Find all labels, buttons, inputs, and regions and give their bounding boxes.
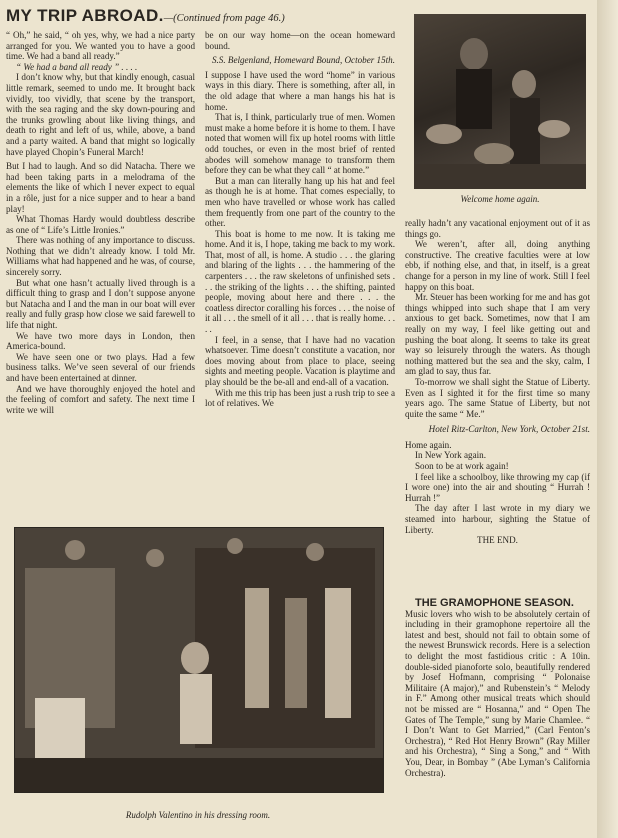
paragraph: We have seen one or two plays. Had a few business talks. We’ve seen several of our friends and have been entertained at dinner.: [6, 351, 195, 383]
paragraph: The day after I last wrote in my diary we steamed into harbour, sighting the Statue of Liberty.: [405, 503, 590, 535]
paragraph: That is, I think, particularly true of men. Women must make a home before it is home to them. I have noted that women will fix up hotel rooms with little odd touches, or even in the most brief of rented abodes will somehow manage to transform them before they can be what they call “ at home.”: [205, 112, 395, 176]
welcome-home-photo: [414, 14, 586, 189]
dressing-room-photo: [14, 527, 384, 793]
paragraph: I feel, in a sense, that I have had no vacation whatsoever. Time doesn’t constitute a vacation, nor does moving about from place to place, seeing sights and meeting people. Vacation is playtime and play should be the be-all and end-all of a vacation.: [205, 334, 395, 387]
the-end: THE END.: [477, 535, 518, 546]
paragraph: But a man can literally hang up his hat and feel as though he is at home. That comes especially, to men who have travelled or whose work has called them frequently from one part of the country to the other.: [205, 175, 395, 229]
text-column-3: [405, 218, 590, 546]
gramophone-section: [405, 598, 590, 778]
photo-caption-bottom: Rudolph Valentino in his dressing room.: [125, 810, 271, 820]
gramophone-heading: THE GRAMOPHONE SEASON.: [415, 597, 574, 609]
paragraph: I feel like a schoolboy, like throwing my cap (if I wore one) into the air and shouting “ Hurrah ! Hurrah !”: [405, 471, 590, 503]
paragraph: be on our way home—on the ocean homeward bound.: [205, 30, 395, 51]
paragraph: We weren’t, after all, doing anything constructive. The creative faculties were at low ebb, if nothing else, and that, in itself, is a great change for a person in my line of work. Still I feel happy on this boat.: [405, 239, 590, 292]
paragraph: To-morrow we shall sight the Statue of Liberty. Even as I sighted it for the first time so many years ago. The same Statue of Liberty, but not quite the same “ Me.”: [405, 376, 590, 419]
paragraph: “ Oh,” he said, “ oh yes, why, we had a nice party arranged for you. We wanted you to have a good time. We had a band all ready.”: [6, 30, 195, 62]
dateline: S.S. Belgenland, Homeward Bound, October 15th.: [211, 55, 395, 66]
article-title: MY TRIP ABROAD.: [6, 6, 164, 25]
paragraph: Soon to be at work again!: [415, 461, 509, 472]
text-column-1: [6, 30, 195, 415]
paragraph: There was nothing of any importance to discuss. Nothing that we didn’t already know. I told Mr. Williams what had happened and he was, of course, sincerely sorry.: [6, 235, 195, 278]
paragraph: really hadn’t any vacational enjoyment out of it as things go.: [405, 218, 590, 239]
paragraph: “ We had a band all ready ” . . . .: [16, 61, 138, 72]
paragraph: In New York again.: [415, 450, 486, 461]
photo-caption-top: Welcome home again.: [460, 194, 540, 204]
paragraph: I suppose I have used the word “home” in various ways in this diary. There is something, after all, in the old adage that where a man hangs his hat is home.: [205, 69, 395, 112]
paragraph: This boat is home to me now. It is taking me home. And it is, I hope, taking me back to my work. That, most of all, is home. A studio . . . the glaring and blaring of the lights . . . the hammering of the carpenters . . . the raw skeletons of unfinished sets . . . the striking of the lights . . . the shifting, painted people, moving about here and there . . . the coatless director coralling his forces . . . the noise of it all . . . the smell of it all . . . that is really home. . . . .: [205, 228, 395, 335]
paragraph: But what one hasn’t actually lived through is a difficult thing to grasp and I don’t suppose anyone but Natacha and I and the man in our boat will ever really and fully grasp how close we said farewell to life that night.: [6, 277, 195, 331]
article-header: [6, 6, 285, 26]
continued-note: —(Continued from page 46.): [163, 13, 285, 24]
paragraph: Home again.: [405, 439, 452, 450]
gramophone-body: Music lovers who wish to be absolutely certain of including in their gramophone repertoire all the latest and best, should not fail to obtain some of the newest Brunswick records. Here is a selection to delight the most fastidious critic : A 10in. double-sided pianoforte solo, beautifully rendered by Josef Hofmann, comprising “ Polonaise Militaire (A major),” and Rubenstein’s “ Melody in F.” Among other musical treats which should not be missed are “ Hosanna,” and “ Open The Gates of The Temple,” sung by Marie Chamlee. “ I Don’t Want to Get Married,” (Carl Fenton’s Orchestra), “ Red Hot Henry Brown” (Ray Miller and his Orchestra), “ Sing a Song,” and “ With You, Dear, in Bombay ” (Abe Lyman’s California Orchestra).: [405, 608, 590, 778]
paragraph: We have two more days in London, then America-bound.: [6, 330, 195, 352]
text-column-2: [205, 30, 395, 409]
paragraph: With me this trip has been just a rush trip to see a lot of relatives. We: [205, 387, 395, 409]
photo-crowd-illustration: [414, 14, 586, 189]
paragraph: I don’t know why, but that kindly enough, casual little remark, seemed to undo me. It brought back vividly, too vividly, that scene by the transport, with the sea raging and the sky down-pouring and the trunks growling about like living things, and death to right and left of us, while, above, a band and a party waited. A band that might so logically have played Chopin’s Funeral March!: [6, 72, 195, 157]
photo-dressing-room-illustration: [15, 528, 383, 792]
dateline: Hotel Ritz-Carlton, New York, October 21st.: [428, 424, 590, 435]
paragraph: But I had to laugh. And so did Natacha. There we had been taking parts in a melodrama of the elements the like of which I never expect to equal in a rôle, just for a nice supper and to hear a band play!: [6, 161, 195, 214]
paragraph: And we have thoroughly enjoyed the hotel and the feeling of comfort and safety. The next time I write we will: [6, 383, 195, 415]
paragraph: What Thomas Hardy would doubtless describe as one of “ Life’s Little Ironies.”: [6, 214, 195, 235]
paragraph: Mr. Steuer has been working for me and has got things whipped into such shape that I am very anxious to get back. Sometimes, now that I am really on my way, I feel like getting out and pushing the boat along. It seems to take its great way so leisurely through the waters. As though nothing mattered but the sea and the sky, calm, I am glad to say, thus far.: [405, 292, 590, 377]
page-edge: [597, 0, 618, 838]
